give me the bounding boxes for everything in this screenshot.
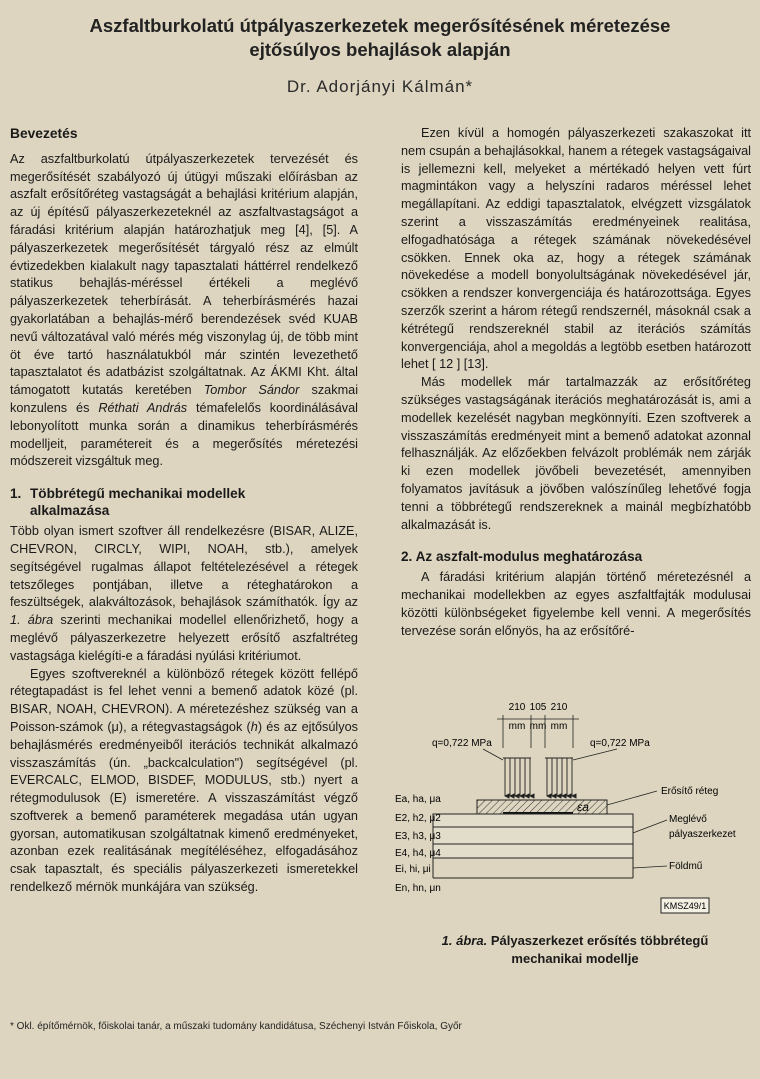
caption-text-a: Pályaszerkezet erősítés többrétegű bbox=[490, 933, 709, 948]
intro-heading: Bevezetés bbox=[10, 126, 78, 141]
label-overlay: Erősítő réteg bbox=[661, 786, 719, 797]
load-label-left: q=0,722 MPa bbox=[432, 738, 492, 749]
layer-label-i: Ei, hi, μi bbox=[395, 864, 431, 875]
right-column bbox=[401, 125, 751, 641]
label-existing-a: Meglévő bbox=[669, 814, 707, 825]
layer-label-a: Ea, ha, μa bbox=[395, 794, 441, 805]
caption-text-b: mechanikai modellje bbox=[511, 951, 639, 966]
layer-label-3: E3, h3, μ3 bbox=[395, 831, 441, 842]
section-2-heading: 2. Az aszfalt-modulus meghatározása bbox=[401, 549, 643, 565]
figure-caption bbox=[395, 932, 755, 968]
load-leader-left bbox=[483, 749, 503, 760]
s1-p1-figure-ref: 1. ábra bbox=[10, 613, 54, 628]
caption-number: 1. ábra. bbox=[441, 933, 488, 948]
right-paragraph-2: Más modellek már tartalmazzák az erősítőréteg szükséges vastagságának iterációs meghatározását is, ami a modellek kezelését nagyban megkönnyíti. Ezen szoftverek a visszaszámítás eredményeit mint a bemenő adatokat azonnal felhasználják. Az előzőekben felvázolt problémák nem zárják ki ezen modellek jövőbeli bevezetését, amennyiben folyamatos javításuk a jövőben valószínűleg lehetővé fogja tenni a többrétegű rendszereknek a mainál megbízhatóbb alkalmazását is. bbox=[401, 375, 751, 532]
s1-p2-symbol-h: h bbox=[250, 719, 258, 734]
author: Dr. Adorjányi Kálmán* bbox=[286, 77, 474, 96]
section-1-heading bbox=[10, 485, 358, 519]
author-footnote: * Okl. építőmérnök, főiskolai tanár, a műszaki tudomány kandidátusa, Széchenyi István Főiskola, Győr bbox=[10, 1021, 462, 1032]
dim-unit-2: mm bbox=[529, 721, 547, 732]
intro-name-1: Tombor Sándor bbox=[203, 383, 300, 398]
layer-4 bbox=[433, 844, 633, 858]
dim-label-1: 210 bbox=[508, 702, 526, 713]
intro-text-end: témafelelős koordinálásával lebonyolított munka során a dinamikus teherbírásmérés modelljeit, paramétereit és a megerősítés méretezési módszereit vizsgáltuk meg. bbox=[10, 400, 358, 469]
dim-unit-3: mm bbox=[550, 721, 568, 732]
figure-code: KMSZ49/1 bbox=[663, 901, 707, 911]
section-2-paragraph-1: A fáradási kritérium alapján történő méretezésnél a mechanikai modellekben az egyes aszfaltfajták modulusai közötti különbségeket figyelembe kell venni. A megerősítés tervezése során előnyös, ha az erősítőré- bbox=[401, 570, 751, 638]
dim-unit-1: mm bbox=[508, 721, 526, 732]
right-paragraph-1: Ezen kívül a homogén pályaszerkezeti szakaszokat itt nem csupán a behajlásokkal, hanem a rétegek vastagságaival is jellemezni kell, melyeket a mértékadó helyen vett fúrt magmintákon vagy a helyszíni radaros méréssel lehet megállapítani. Az eddigi tapasztalatok, elvégzett vizsgálatok szerint a visszaszámítás eredményeinek realitása, elfogadhatósága a rétegek számának növekedésével csökken. Ennek oka az, hogy a rétegek számának növekedése a modell bonyolultságának növekedésével jár, csökken a rendszer konvergenciája és határozottsága. Egyes szerzők szerint a három rétegű rendszernél, másoknál csak a kétrétegű rendszereknél stabil az iterációs számítás konvergenciája, ahol a megoldás a legtöbb esetben határozott lehet [ 12 ] [13]. bbox=[401, 126, 751, 372]
label-existing-b: pályaszerkezet bbox=[669, 829, 736, 840]
article-title bbox=[20, 14, 740, 62]
section-1-paragraph-2 bbox=[10, 666, 358, 897]
layer-3 bbox=[433, 827, 633, 844]
load-leader-right bbox=[573, 749, 617, 760]
layer-label-2: E2, h2, μ2 bbox=[395, 813, 441, 824]
s1-p2-text-b: ) és az ejtősúlyos behajlásmérés eredményeiből iterációs technikát alkalmazó visszaszámítás (ún. „backcalculation") segítségével (pl. EVERCALC, ELMOD, BISDEF, MODULUS, stb.) nyert a rétegmodulusok (E) ismeretére. A visszaszámítást végző szoftverek a bemenő paraméterek megadása után ugyan gyorsan, automatikusan szolgáltatnak kimenő eredményeket, azonban ezek realitásának megítéléséhez, elfogadásához csak tapasztalt, és speciális pályaszerkezeti ismeretekkel rendelkező mérnök munkájára van szükség. bbox=[10, 719, 358, 895]
s1-p1-text-b: szerinti mechanikai modellel ellenőrizhető, hogy a meglévő pályaszerkezetre helyezett erősítő aszfaltréteg vastagsága kielégíti-e a fáradási nyúlási kritériumot. bbox=[10, 613, 358, 663]
section-1-title-a: Többrétegű mechanikai modellek bbox=[30, 486, 246, 502]
strain-label: εa bbox=[577, 800, 589, 814]
overlay-leader bbox=[607, 791, 657, 805]
intro-text-1: Az aszfaltburkolatú útpályaszerkezetek tervezését és megerősítését szabályozó új útügyi műszaki előírásban az aszfalt erősítőréteg vastagságát a behajlási kritérium alapján, az új építésű pályaszerkezeteknél az aszfaltvastagságot a fáradási kritérium alapján határozhatjuk meg [4], [5]. A pályaszerkezetek megerősítését tárgyaló rész az elmúlt évtizedekben kialakult nagy tapasztalati háttérrel rendelkező statikus behajlás-méréssel értékeli a meglévő pályaszerkezetek teherbírását. A teherbírásmérés hazai gyakorlatában a behajlás-mérő berendezések svéd KUAB nevű változatával való mérés még viszonylag új, de több mint öt éve tartó használatukból már szintén levezethető tapasztalatot és adatbázist szolgáltatnak. Az ÁKMI Kht. által támogatott kutatás keretében bbox=[10, 151, 358, 398]
section-1-number: 1. bbox=[10, 486, 22, 502]
section-1-paragraph-1 bbox=[10, 523, 358, 665]
section-1-title-b: alkalmazása bbox=[30, 503, 110, 519]
title-line-2: ejtősúlyos behajlások alapján bbox=[249, 39, 511, 60]
layer-2 bbox=[433, 814, 633, 827]
label-subgrade: Földmű bbox=[669, 861, 703, 872]
figure-pavement-model bbox=[385, 688, 755, 948]
intro-name-2: Réthati András bbox=[98, 400, 188, 415]
dim-label-2: 105 bbox=[529, 702, 547, 713]
pavement-model-diagram bbox=[385, 688, 755, 928]
left-column bbox=[10, 125, 358, 897]
load-arrows bbox=[505, 758, 572, 796]
s1-p2-text-a: Egyes szoftvereknél a különböző rétegek között fellépő rétegtapadást is fel lehet venni a bemenő adatok közé (pl. BISAR, NOAH, CHEVRON). A méretezéshez szükség van a Poisson-számok (μ), a rétegvastagságok ( bbox=[10, 666, 358, 734]
intro-paragraph bbox=[10, 151, 358, 471]
layer-label-4: E4, h4, μ4 bbox=[395, 848, 441, 859]
load-label-right: q=0,722 MPa bbox=[590, 738, 650, 749]
dim-label-3: 210 bbox=[550, 702, 568, 713]
subgrade-leader bbox=[633, 866, 667, 868]
layer-label-n: En, hn, μn bbox=[395, 883, 441, 894]
title-line-1: Aszfaltburkolatú útpályaszerkezetek megerősítésének méretezése bbox=[89, 15, 671, 36]
existing-leader bbox=[633, 820, 667, 833]
s1-p1-text-a: Több olyan ismert szoftver áll rendelkezésre (BISAR, ALIZE, CHEVRON, CIRCLY, WIPI, NOAH, stb.), amelyek segítségével rugalmas állapot feltételezésével a rétegek tetszőleges pontjában, illetve a réteghatárokon a feszültségek, alakváltozások, behajlások számíthatók. Így az bbox=[10, 524, 358, 610]
intro-text-mid: szakmai konzulens és bbox=[10, 383, 359, 415]
